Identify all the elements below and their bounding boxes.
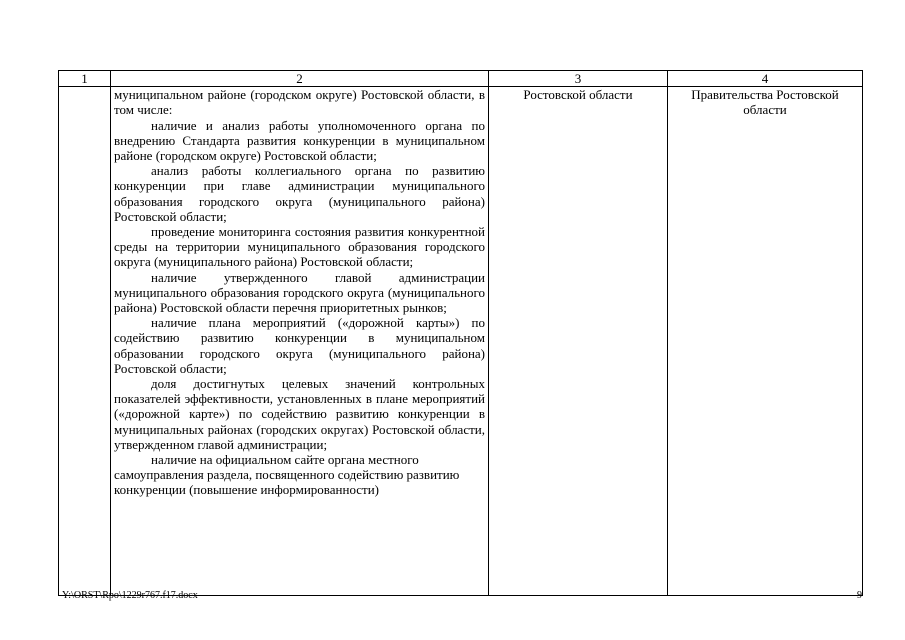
cell-number (59, 87, 111, 596)
table-row (59, 87, 863, 596)
paragraph-item: наличие плана мероприятий («дорожной карты») по содействию развитию конкуренции в муниципальном образовании городского округа (муниципального района) Ростовской области; (114, 315, 485, 376)
cell-region: Ростовской области (489, 87, 668, 596)
paragraph-item: наличие на официальном сайте органа местного самоуправления раздела, посвященного содействию развитию конкуренции (повышение информированности) (114, 452, 460, 498)
header-cell-2: 2 (111, 71, 489, 87)
cell-government: Правительства Ростовской области (668, 87, 863, 596)
paragraph-item: наличие и анализ работы уполномоченного органа по внедрению Стандарта развития конкуренции в муниципальном районе (городском округе) Ростовской области; (114, 117, 485, 164)
header-cell-4: 4 (668, 71, 863, 87)
paragraph-item: доля достигнутых целевых значений контрольных показателей эффективности, установленных в плане мероприятий («дорожной карте») по содействию развитию конкуренции в муниципальных районах (городских округах) Ростовской области, утвержденном главой администрации; (114, 376, 485, 452)
document-sheet (58, 70, 862, 596)
paragraph-item: анализ работы коллегиального органа по развитию конкуренции при главе администрации муниципального образования городского округа (муниципального района) Ростовской области; (114, 163, 485, 224)
header-row (59, 71, 863, 87)
content-table (58, 70, 863, 596)
paragraph-item: наличие утвержденного главой администрации муниципального образования городского округа (муниципального района) Ростовской области перечня приоритетных рынков; (114, 269, 485, 316)
cell-indicators (111, 87, 489, 596)
page-number: 9 (857, 590, 862, 601)
paragraph-item: проведение мониторинга состояния развития конкурентной среды на территории муниципального образования городского округа (муниципального района) Ростовской области; (114, 224, 485, 270)
paragraph-intro: муниципальном районе (городском округе) Ростовской области, в том числе: (114, 87, 485, 118)
header-cell-1: 1 (59, 71, 111, 87)
header-cell-3: 3 (489, 71, 668, 87)
file-path: Y:\ORST\Rpo\1229r767.f17.docx (62, 590, 198, 601)
